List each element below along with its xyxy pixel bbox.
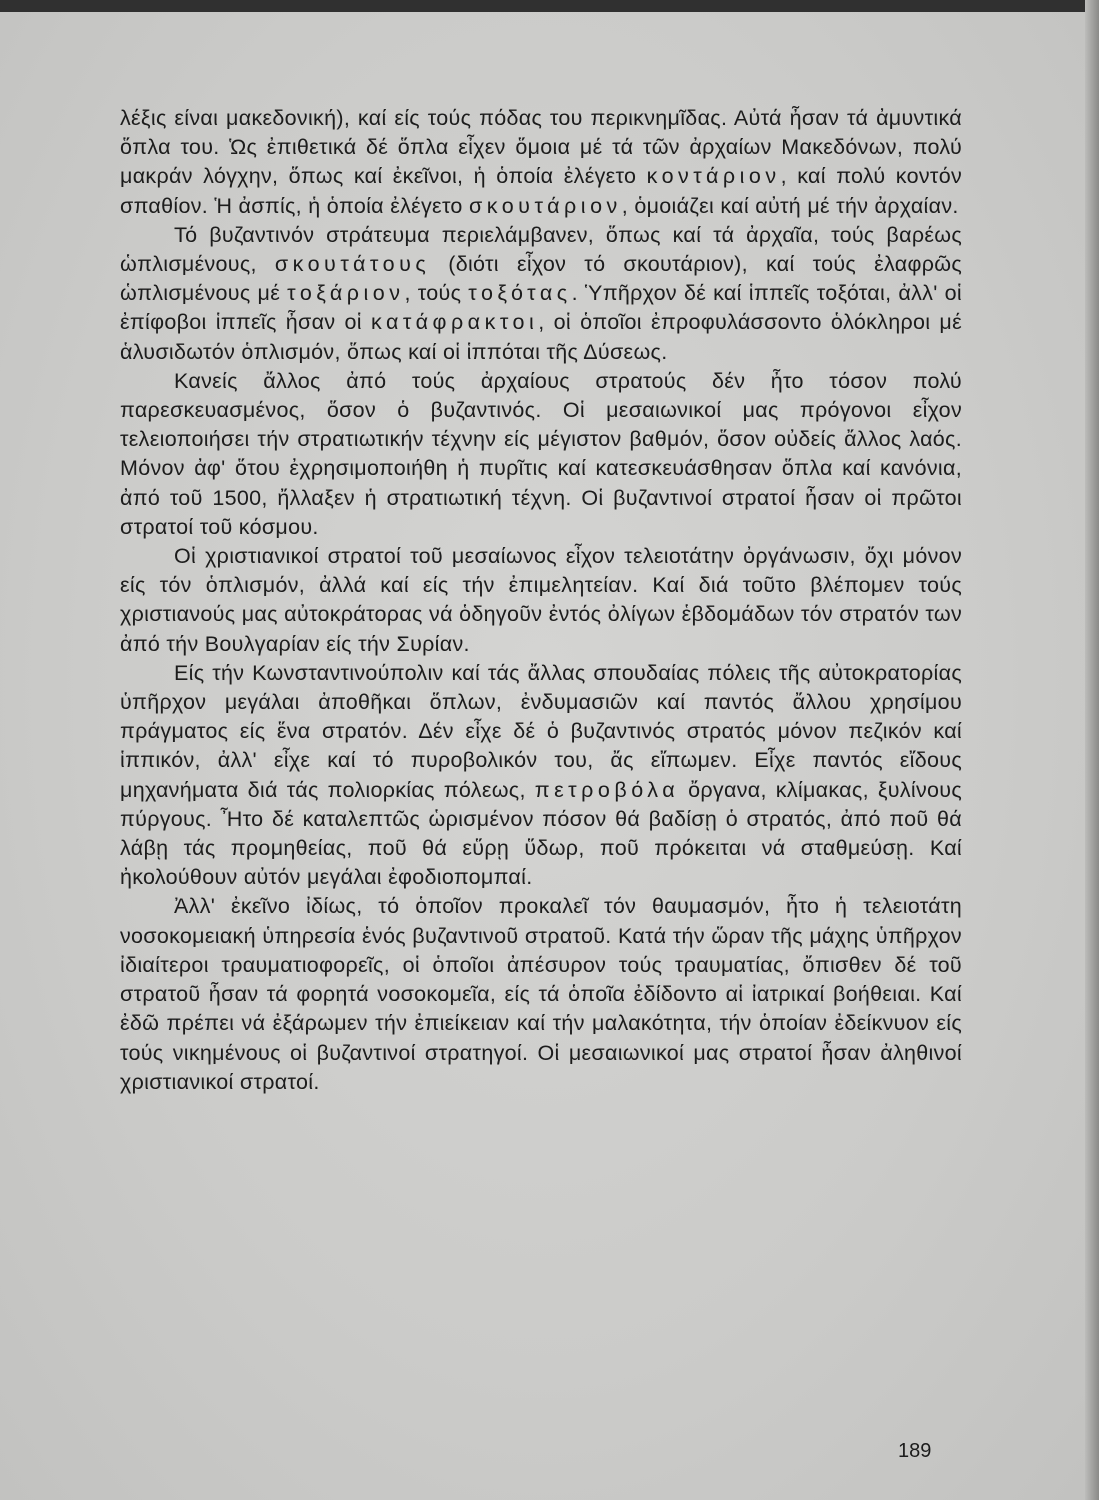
- paragraph-text: , οἱ ὁποῖοι ἐπροφυλάσσοντο ὁλόκληροι μέ ἁλυσιδωτόν ὁπλισμόν, ὅπως καί οἱ ἱππόται τῆς Δύσεως.: [120, 310, 962, 364]
- scan-right-edge: [1085, 0, 1099, 1500]
- paragraph: [120, 104, 962, 221]
- scan-top-edge: [0, 0, 1099, 12]
- paragraph-text: Κανείς ἄλλος ἀπό τούς ἀρχαίους στρατούς δέν ἦτο τόσον πολύ παρεσκευασμένος, ὅσον ὁ βυζαντινός. Οἱ μεσαιωνικοί μας πρόγονοι εἶχον τελειοποιήσει τήν στρατιωτικήν τέχνην είς μέγιστον βαθμόν, ὅσον οὐδείς ἄλλος λαός. Μόνον ἀφ' ὅτου ἐχρησιμοποιήθη ἡ πυρῖτις καί κατεσκευάσθησαν ὅπλα καί κανόνια, ἀπό τοῦ 1500, ἤλλαξεν ἡ στρατιωτική τέχνη. Οἱ βυζαντινοί στρατοί ἦσαν οἱ πρῶτοι στρατοί τοῦ κόσμου.: [120, 368, 962, 539]
- paragraph-text: , καί πολύ κοντόν σπαθίον. Ἡ ἀσπίς, ἡ ὁποία ἐλέγετο: [120, 164, 962, 218]
- paragraph-text: ὄργανα, κλίμακας, ξυλίνους πύργους. Ἦτο δέ καταλεπτῶς ὡρισμένον πόσον θά βαδίσῃ ὁ στρατός, ἀπό ποῦ θά λάβῃ τάς προμηθείας, ποῦ θά εὕρῃ ὕδωρ, ποῦ πρόκειται νά σταθμεύσῃ. Καί ἠκολούθουν αὐτόν μεγάλαι ἐφοδιοπομπαί.: [120, 777, 962, 890]
- paragraph: [120, 221, 962, 367]
- paragraph-text: (διότι εἶχον τό σκουτάριον), καί τούς ἐλαφρῶς ὡπλισμένους μέ: [120, 252, 962, 306]
- paragraph-text: , ὁμοιάζει καί αὐτή μέ τήν ἀρχαίαν.: [621, 193, 959, 218]
- paragraph: [120, 892, 962, 1096]
- emphasized-term: τοξάριον: [287, 281, 405, 306]
- emphasized-term: κατάφρακτοι: [370, 310, 539, 335]
- emphasized-term: σκουτάριον: [468, 193, 622, 218]
- paragraph-text: Οἱ χριστιανικοί στρατοί τοῦ μεσαίωνος εἶχον τελειοτάτην ὀργάνωσιν, ὄχι μόνον είς τόν ὁπλισμόν, ἀλλά καί είς τήν ἐπιμελητείαν. Καί διά τοῦτο βλέπομεν τούς χριστιανούς μας αὐτοκράτορας νά ὁδηγοῦν ἐντός ὀλίγων ἑβδομάδων τόν στρατόν των ἀπό τήν Βουλγαρίαν είς τήν Συρίαν.: [120, 544, 962, 656]
- paragraph: [120, 659, 962, 893]
- paragraph-text: . Ὑπῆρχον δέ καί ἱππεῖς τοξόται, ἀλλ' οἱ ἐπίφοβοι ἱππεῖς ἦσαν οἱ: [120, 281, 962, 335]
- paragraph: [120, 367, 962, 542]
- body-text: [120, 104, 962, 1097]
- paragraph-text: , τούς: [404, 281, 469, 306]
- page-number: 189: [898, 1440, 932, 1462]
- paragraph-text: Ἀλλ' ἐκεῖνο ἰδίως, τό ὁποῖον προκαλεῖ τόν θαυμασμόν, ἦτο ἡ τελειοτάτη νοσοκομειακή ὑπηρεσία ἑνός βυζαντινοῦ στρατοῦ. Κατά τήν ὥραν τῆς μάχης ὑπῆρχον ἰδιαίτεροι τραυματιοφορεῖς, οἱ ὁποῖοι ἀπέσυρον τούς τραυματίας, ὄπισθεν δέ τοῦ στρατοῦ ἦσαν τά φορητά νοσοκομεῖα, είς τά ὁποῖα ἐδίδοντο αἱ ἰατρικαί βοήθειαι. Καί ἐδῶ πρέπει νά ἐξάρωμεν τήν ἐπιείκειαν καί τήν μαλακότητα, τήν ὁποίαν ἐδείκνυον είς τούς νικημένους οἱ βυζαντινοί στρατηγοί. Οἱ μεσαιωνικοί μας στρατοί ἦσαν ἀληθινοί χριστιανικοί στρατοί.: [120, 894, 962, 1094]
- emphasized-term: τοξότας: [468, 281, 572, 306]
- paragraph-text: Είς τήν Κωνσταντινούπολιν καί τάς ἄλλας σπουδαίας πόλεις τῆς αὐτοκρατορίας ὑπῆρχον μεγάλαι ἀποθῆκαι ὅπλων, ἐνδυμασιῶν καί παντός ἄλλου χρησίμου πράγματος είς ἕνα στρατόν. Δέν εἶχε δέ ὁ βυζαντινός στρατός μόνον πεζικόν καί ἱππικόν, ἀλλ' εἶχε καί τό πυροβολικόν του, ἄς εἴπωμεν. Εἶχε παντός εἴδους μηχανήματα διά τάς πολιορκίας πόλεως,: [120, 660, 962, 802]
- paragraph: [120, 542, 962, 659]
- paragraph-text: λέξις είναι μακεδονική), καί είς τούς πόδας του περικνημῖδας. Αὐτά ἦσαν τά ἀμυντικά ὅπλα του. Ὡς ἐπιθετικά δέ ὅπλα εἶχεν ὅμοια μέ τά τῶν ἀρχαίων Μακεδόνων, πολύ μακράν λόγχην, ὅπως καί ἐκεῖνοι, ἡ ὁποία ἐλέγετο: [120, 106, 962, 189]
- paragraph-text: Τό βυζαντινόν στράτευμα περιελάμβανεν, ὅπως καί τά ἀρχαῖα, τούς βαρέως ὡπλισμένους,: [120, 222, 962, 277]
- emphasized-term: πετροβόλα: [534, 777, 680, 802]
- emphasized-term: κοντάριον: [646, 164, 781, 189]
- emphasized-term: σκουτάτους: [274, 252, 431, 277]
